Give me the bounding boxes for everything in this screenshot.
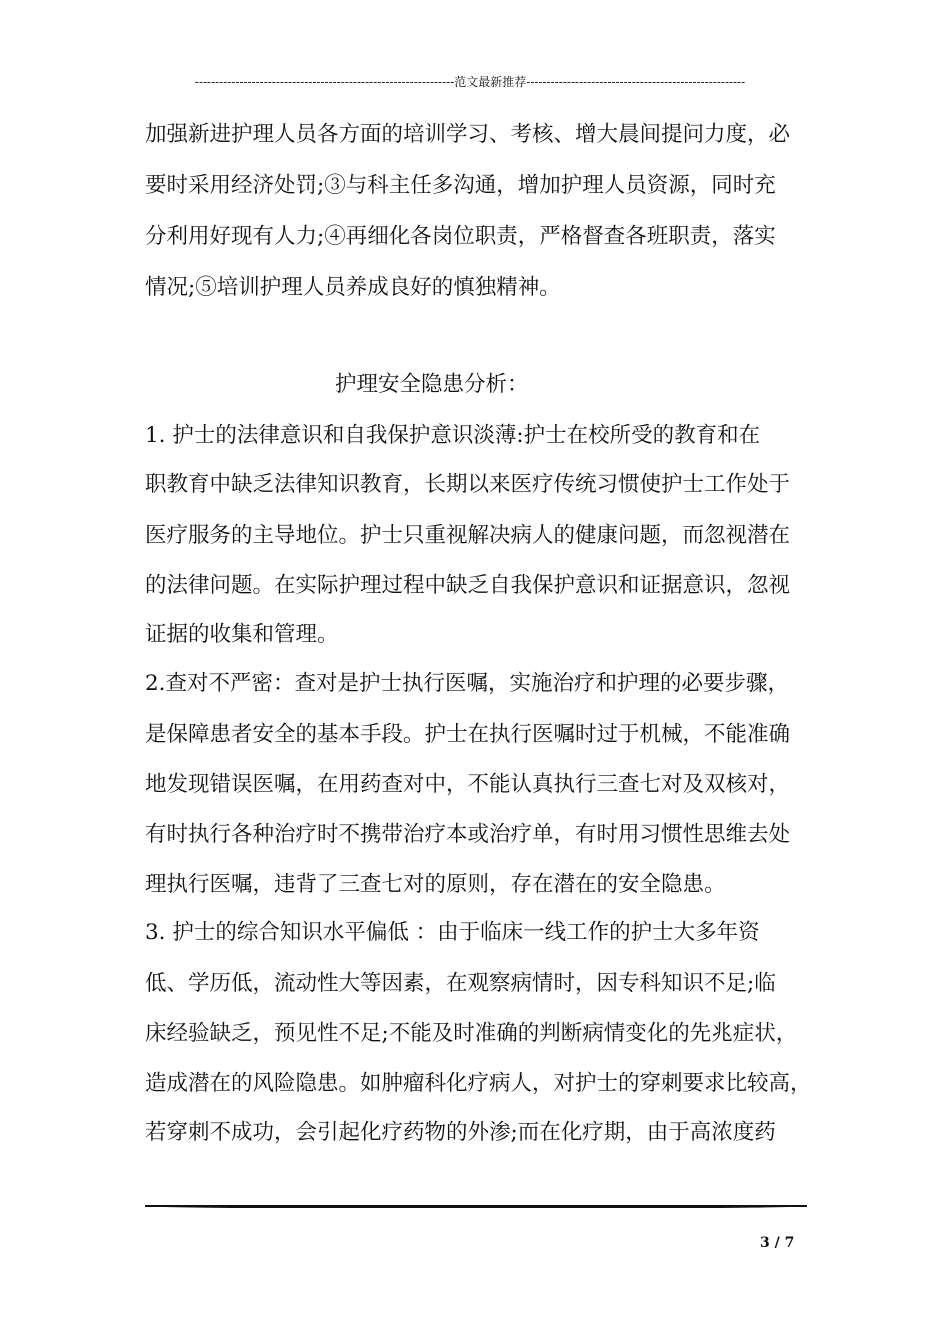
paragraph-1-line-4: 情况;⑤培训护理人员养成良好的慎独精神。 [145, 275, 561, 300]
item-2-line-2: 是保障患者安全的基本手段。护士在执行医嘱时过于机械，不能准确 [145, 722, 791, 747]
item-1-line-1: 1. 护士的法律意识和自我保护意识淡薄:护士在校所受的教育和在 [145, 423, 761, 448]
item-1-line-5: 证据的收集和管理。 [145, 622, 339, 647]
item-1-line-2: 职教育中缺乏法律知识教育，长期以来医疗传统习惯使护士工作处于 [145, 472, 791, 497]
page-number: 3 / 7 [760, 1235, 795, 1251]
item-2-line-1: 2.查对不严密：查对是护士执行医嘱，实施治疗和护理的必要步骤， [145, 671, 790, 696]
footer-divider [145, 1203, 807, 1209]
page-header: ----------------------------------------------------------------范文最新推荐------------------------------------------------------ [194, 75, 746, 89]
paragraph-1-line-1: 加强新进护理人员各方面的培训学习、考核、增大晨间提问力度，必 [145, 122, 791, 147]
item-3-line-5: 若穿刺不成功，会引起化疗药物的外渗;而在化疗期，由于高浓度药 [145, 1120, 776, 1145]
item-2-line-3: 地发现错误医嘱，在用药查对中，不能认真执行三查七对及双核对， [145, 772, 791, 797]
paragraph-1-line-3: 分利用好现有人力;④再细化各岗位职责，严格督查各班职责，落实 [145, 224, 776, 249]
item-1-line-3: 医疗服务的主导地位。护士只重视解决病人的健康问题，而忽视潜在 [145, 523, 791, 548]
item-3-line-2: 低、学历低，流动性大等因素，在观察病情时，因专科知识不足;临 [145, 971, 776, 996]
section-title: 护理安全隐患分析： [335, 372, 529, 397]
item-1-line-4: 的法律问题。在实际护理过程中缺乏自我保护意识和证据意识，忽视 [145, 573, 791, 598]
item-3-line-3: 床经验缺乏，预见性不足;不能及时准确的判断病情变化的先兆症状， [145, 1021, 798, 1046]
item-2-line-5: 理执行医嘱，违背了三查七对的原则，存在潜在的安全隐患。 [145, 872, 726, 897]
item-3-line-4: 造成潜在的风险隐患。如肿瘤科化疗病人，对护士的穿刺要求比较高， [145, 1071, 812, 1096]
item-2-line-4: 有时执行各种治疗时不携带治疗本或治疗单，有时用习惯性思维去处 [145, 822, 791, 847]
item-3-line-1: 3. 护士的综合知识水平偏低 ：由于临床一线工作的护士大多年资 [145, 920, 760, 945]
paragraph-1-line-2: 要时采用经济处罚;③与科主任多沟通，增加护理人员资源，同时充 [145, 173, 776, 198]
